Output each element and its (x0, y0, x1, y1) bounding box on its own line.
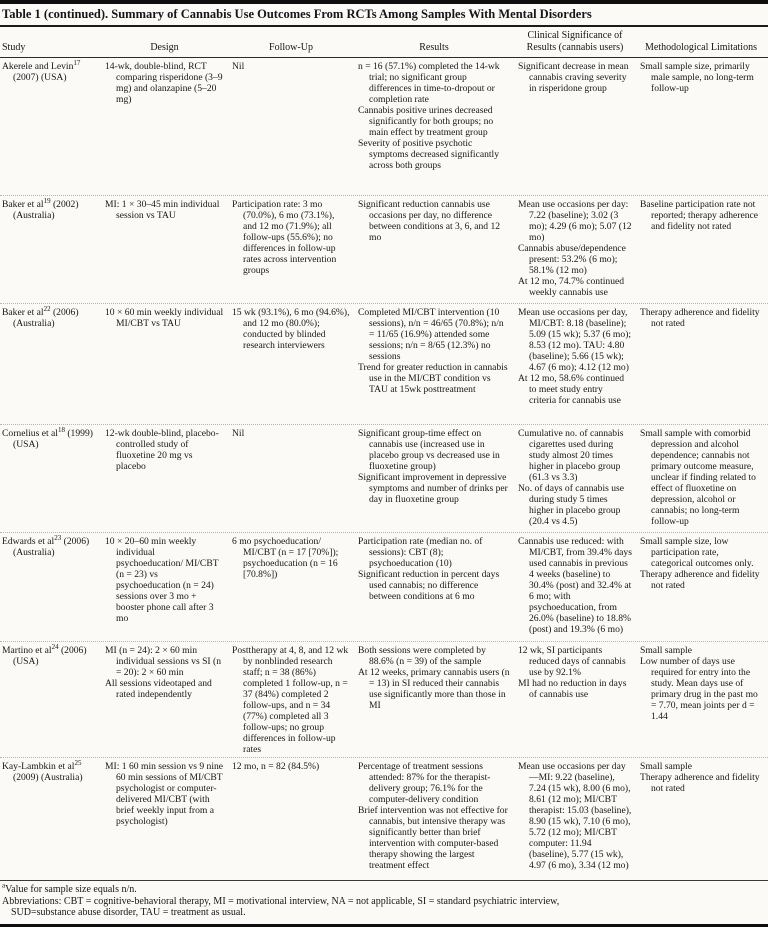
followup-cell (230, 533, 356, 641)
footnote-abbreviations-line2: SUD=substance abuse disorder, TAU = treatment as usual. (11, 907, 246, 918)
study-year-country: (2009) (Australia) (13, 772, 83, 783)
cell-paragraph: 10 × 20–60 min weekly individual psychoeducation/ MI/CBT (n = 23) vs psychoeducation (n = 24) sessions over 3 mo + booster phone call after 3 mo (105, 536, 219, 624)
cell-paragraph: Significant reduction in percent days used cannabis; no difference between conditions at 6 mo (358, 569, 500, 602)
study-cell (0, 425, 103, 532)
table-header-row (0, 27, 768, 58)
cell-paragraph: Both sessions were completed by 88.6% (n = 39) of the sample (358, 645, 486, 667)
followup-cell (230, 425, 356, 532)
table-footnotes (0, 881, 768, 924)
column-header-limitations: Methodological Limitations (645, 42, 757, 53)
clinical-significance-cell (516, 196, 638, 303)
study-year-country: (2002) (Australia) (13, 199, 79, 221)
footnote-text: Value for sample size equals n/n. (5, 884, 137, 895)
cell-paragraph: Significant decrease in mean cannabis craving severity in risperidone group (518, 61, 629, 94)
cell-paragraph: Therapy adherence and fidelity not rated (640, 569, 760, 591)
footnote-superscript: a (2, 881, 6, 890)
cell-paragraph: Mean use occasions per day: 7.22 (baseline); 3.02 (3 mo); 4.29 (6 mo); 5.07 (12 mo) (518, 199, 632, 243)
cell-paragraph: Nil (232, 61, 245, 72)
design-cell (103, 642, 230, 757)
clinical-significance-cell (516, 642, 638, 757)
followup-cell (230, 758, 356, 880)
cell-paragraph: All sessions videotaped and rated independently (105, 678, 212, 700)
study-name: Martino et al (2, 645, 52, 656)
design-cell (103, 533, 230, 641)
results-cell (356, 304, 516, 424)
cell-paragraph: Mean use occasions per day, MI/CBT: 8.18 (baseline); 5.09 (15 wk); 5.37 (6 mo); 8.53 (12 mo). TAU: 4.80 (baseline); 5.66 (15 wk); 4.67 (6 mo); 4.12 (12 mo) (518, 307, 632, 373)
cell-paragraph: Small sample size, primarily male sample, no long-term follow-up (640, 61, 754, 94)
results-cell (356, 758, 516, 880)
limitations-cell (638, 304, 768, 424)
cell-paragraph: 6 mo psychoeducation/ MI/CBT (n = 17 [70%]); psychoeducation (n = 16 [70.8%]) (232, 536, 339, 580)
column-header-results: Results (419, 42, 449, 53)
column-header-design: Design (150, 42, 179, 53)
table-row (0, 642, 768, 758)
cell-paragraph: 10 × 60 min weekly individual MI/CBT vs TAU (105, 307, 224, 329)
table-row (0, 533, 768, 642)
cell-paragraph: MI (n = 24): 2 × 60 min individual sessions vs SI (n = 20): 2 × 60 min (105, 645, 222, 678)
reference-superscript: 17 (73, 58, 81, 67)
results-cell (356, 196, 516, 303)
cell-paragraph: Significant group-time effect on cannabis use (increased use in placebo group vs decreased use in fluoxetine group) (358, 428, 500, 472)
cell-paragraph: 12-wk double-blind, placebo-controlled study of fluoxetine 20 mg vs placebo (105, 428, 219, 472)
cell-paragraph: MI: 1 60 min session vs 9 nine 60 min sessions of MI/CBT psychologist or computer-delivered MI/CBT (with brief weekly input from a psychologist) (105, 761, 224, 827)
limitations-cell (638, 758, 768, 880)
cell-paragraph: 12 wk, SI participants reduced days of cannabis use by 92.1% (518, 645, 626, 678)
cell-paragraph: Posttherapy at 4, 8, and 12 wk by nonblinded research staff; n = 38 (86%) completed 1 follow-up, n = 37 (84%) completed 2 follow-ups, and n = 34 (77%) completed all 3 follow-ups; no group differences in follow-up rates (232, 645, 349, 755)
study-name: Akerele and Levin (2, 61, 74, 72)
column-header-clinical-significance: Clinical Significance of Results (cannabis users) (526, 30, 624, 53)
study-name: Edwards et al (2, 536, 55, 547)
study-cell (0, 304, 103, 424)
results-cell (356, 533, 516, 641)
reference-superscript: 18 (57, 425, 65, 434)
study-cell (0, 58, 103, 195)
results-cell (356, 425, 516, 532)
study-name: Cornelius et al (2, 428, 58, 439)
table-row (0, 196, 768, 304)
study-cell (0, 758, 103, 880)
reference-superscript: 23 (54, 533, 62, 542)
clinical-significance-cell (516, 58, 638, 195)
study-name: Baker et al (2, 307, 44, 318)
study-citation (2, 304, 97, 329)
cell-paragraph: Small sample (640, 761, 692, 772)
limitations-cell (638, 533, 768, 641)
study-citation (2, 642, 97, 667)
limitations-cell (638, 58, 768, 195)
reference-superscript: 19 (43, 196, 51, 205)
cell-paragraph: At 12 mo, 58.6% continued to meet study entry criteria for cannabis use (518, 373, 625, 406)
clinical-significance-cell (516, 304, 638, 424)
design-cell (103, 58, 230, 195)
followup-cell (230, 642, 356, 757)
limitations-cell (638, 642, 768, 757)
cell-paragraph: Nil (232, 428, 245, 439)
column-header-follow-up: Follow-Up (269, 42, 313, 53)
study-citation (2, 425, 97, 450)
study-name: Kay-Lambkin et al (2, 761, 75, 772)
reference-superscript: 24 (51, 642, 59, 651)
design-cell (103, 304, 230, 424)
table-row (0, 304, 768, 425)
cell-paragraph: Significant reduction cannabis use occasions per day, no difference between conditions at 3, 6, and 12 mo (358, 199, 501, 243)
study-citation (2, 758, 97, 783)
cell-paragraph: MI had no reduction in days of cannabis use (518, 678, 627, 700)
cell-paragraph: Severity of positive psychotic symptoms decreased significantly across both groups (358, 138, 500, 171)
cell-paragraph: Small sample with comorbid depression and alcohol dependence; cannabis not primary outcome measure, unclear if finding related to effect of fluoxetine on depression, alcohol or cannabis; no long-term follow-up (640, 428, 756, 527)
followup-cell (230, 58, 356, 195)
study-year-country: (2007) (USA) (13, 72, 67, 83)
cell-paragraph: Small sample size, low participation rate, categorical outcomes only. (640, 536, 754, 569)
study-name: Baker et al (2, 199, 44, 210)
study-citation (2, 533, 97, 558)
study-cell (0, 642, 103, 757)
cell-paragraph: Brief intervention was not effective for cannabis, but intensive therapy was significantly better than brief intervention with computer-based therapy showing the largest treatment effect (358, 805, 508, 871)
cell-paragraph: No. of days of cannabis use during study 5 times higher in placebo group (20.4 vs 4.5) (518, 483, 625, 527)
study-citation (2, 196, 97, 221)
results-cell (356, 58, 516, 195)
footnote-abbreviations-line1: Abbreviations: CBT = cognitive-behavioral therapy, MI = motivational interview, NA = not applicable, SI = standard psychiatric interview, (2, 895, 560, 907)
study-year-country: (1999) (USA) (13, 428, 93, 450)
study-citation (2, 58, 97, 83)
reference-superscript: 25 (74, 758, 82, 767)
table-row (0, 425, 768, 533)
cell-paragraph: 14-wk, double-blind, RCT comparing risperidone (3–9 mg) and olanzapine (5–20 mg) (105, 61, 223, 105)
cell-paragraph: Participation rate: 3 mo (70.0%), 6 mo (73.1%), and 12 mo (71.9%); all follow-ups (55.6%); no differences in follow-up rates across intervention groups (232, 199, 337, 276)
cell-paragraph: Completed MI/CBT intervention (10 sessions), n/n = 46/65 (70.8%); n/n = 11/65 (16.9%) attended some sessions; n/n = 8/65 (12.3%) no sessions (358, 307, 504, 362)
design-cell (103, 425, 230, 532)
cell-paragraph: Significant improvement in depressive symptoms and number of drinks per day in fluoxetine group (358, 472, 508, 505)
cell-paragraph: Cannabis abuse/dependence present: 53.2% (6 mo); 58.1% (12 mo) (518, 243, 626, 276)
cell-paragraph: Therapy adherence and fidelity not rated (640, 772, 760, 794)
cell-paragraph: Baseline participation rate not reported; therapy adherence and fidelity not rated (640, 199, 759, 232)
cell-paragraph: Cannabis use reduced: with MI/CBT, from 39.4% days used cannabis in previous 4 weeks (baseline) to 30.4% (post) and 32.4% at 6 mo; with psychoeducation, from 26.0% (baseline) to 18.8% (post) and 19.3% (6 mo) (518, 536, 632, 635)
limitations-cell (638, 425, 768, 532)
clinical-significance-cell (516, 758, 638, 880)
cell-paragraph: Percentage of treatment sessions attended: 87% for the therapist-delivery group; 76.1% for the computer-delivery condition (358, 761, 491, 805)
table-row (0, 58, 768, 196)
clinical-significance-cell (516, 425, 638, 532)
cell-paragraph: Trend for greater reduction in cannabis use in the MI/CBT condition vs TAU at 15wk posttreatment (358, 362, 508, 395)
cell-paragraph: Cannabis positive urines decreased significantly for both groups; no main effect by treatment group (358, 105, 494, 138)
cell-paragraph: At 12 weeks, primary cannabis users (n = 13) in SI reduced their cannabis use significantly more than those in MI (358, 667, 510, 711)
followup-cell (230, 304, 356, 424)
design-cell (103, 196, 230, 303)
study-year-country: (2006) (USA) (13, 645, 87, 667)
cell-paragraph: n = 16 (57.1%) completed the 14-wk trial; no significant group differences in time-to-dropout or completion rate (358, 61, 500, 105)
clinical-significance-cell (516, 533, 638, 641)
cell-paragraph: MI: 1 × 30–45 min individual session vs TAU (105, 199, 220, 221)
design-cell (103, 758, 230, 880)
study-cell (0, 196, 103, 303)
cell-paragraph: Small sample (640, 645, 692, 656)
study-year-country: (2006) (Australia) (13, 536, 90, 558)
cell-paragraph: 15 wk (93.1%), 6 mo (94.6%), and 12 mo (80.0%); conducted by blinded research interviewers (232, 307, 350, 351)
cell-paragraph: Therapy adherence and fidelity not rated (640, 307, 760, 329)
cell-paragraph: Low number of days use required for entry into the study. Mean days use of primary drug in the past mo = 7.70, mean joints per d = 1.44 (640, 656, 758, 722)
limitations-cell (638, 196, 768, 303)
column-header-study: Study (2, 42, 26, 53)
cell-paragraph: Mean use occasions per day—MI: 9.22 (baseline), 7.24 (15 wk), 8.00 (6 mo), 8.61 (12 mo); MI/CBT therapist: 15.03 (baseline), 8.90 (15 wk), 7.10 (6 mo), 5.72 (12 mo); MI/CBT computer: 11.94 (baseline), 5.77 (15 wk), 4.97 (6 mo), 3.34 (12 mo) (518, 761, 632, 871)
reference-superscript: 22 (43, 304, 51, 313)
footnote-sample-size (2, 881, 766, 896)
cell-paragraph: At 12 mo, 74.7% continued weekly cannabis use (518, 276, 625, 298)
table-title: Table 1 (continued). Summary of Cannabis Use Outcomes From RCTs Among Samples With Mental Disorders (0, 4, 768, 27)
cell-paragraph: Participation rate (median no. of sessions): CBT (8); psychoeducation (10) (358, 536, 483, 569)
followup-cell (230, 196, 356, 303)
cell-paragraph: Cumulative no. of cannabis cigarettes used during study almost 20 times higher in placebo group (61.3 vs 3.3) (518, 428, 624, 483)
study-year-country: (2006) (Australia) (13, 307, 79, 329)
study-cell (0, 533, 103, 641)
table-row (0, 758, 768, 881)
cell-paragraph: 12 mo, n = 82 (84.5%) (232, 761, 320, 772)
results-cell (356, 642, 516, 757)
